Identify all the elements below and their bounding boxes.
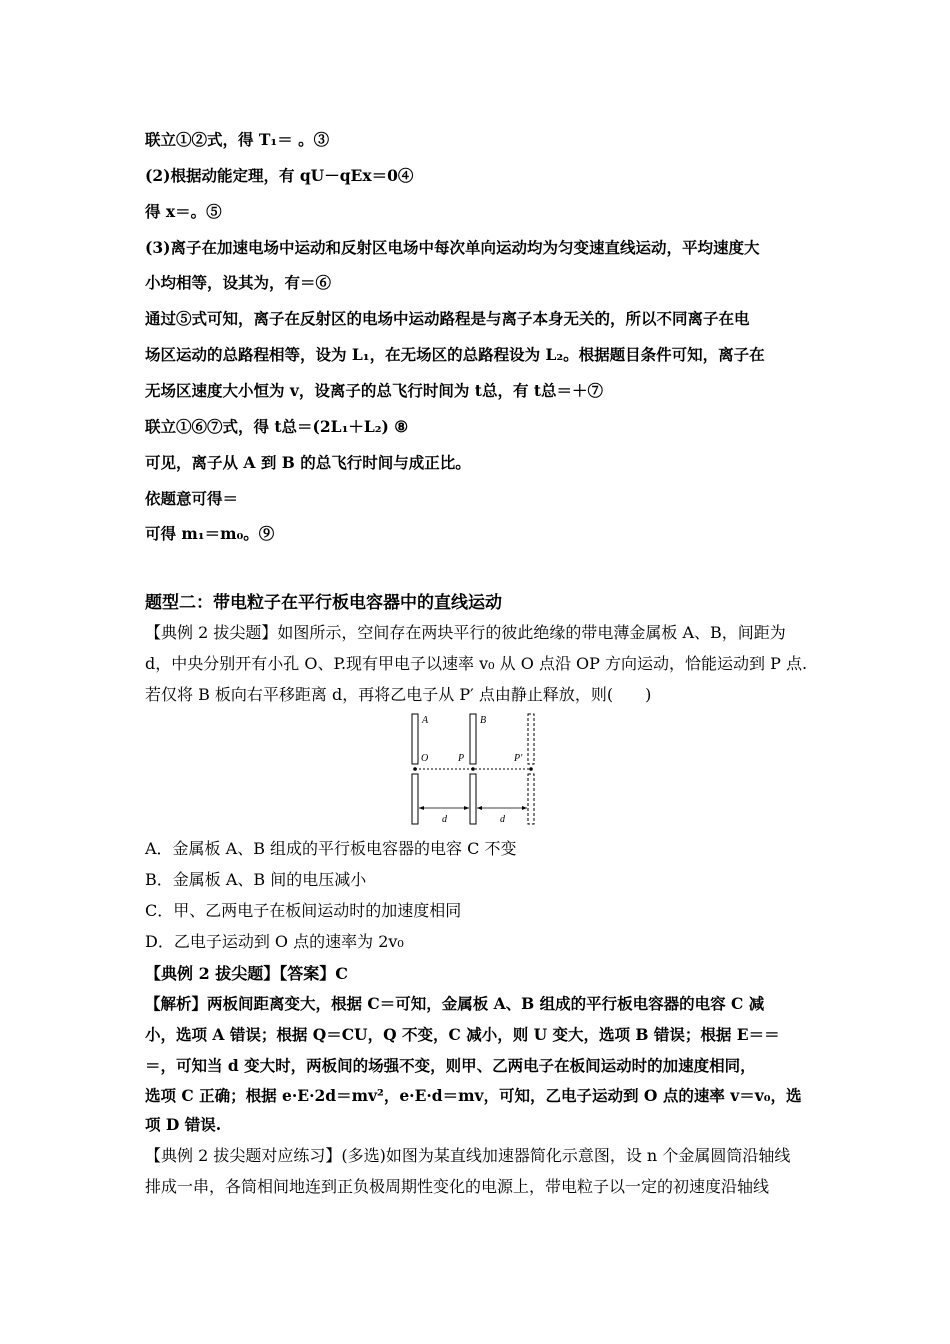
plate-b-moved-lower	[528, 774, 534, 824]
plate-a-upper	[412, 714, 418, 764]
example-line-2: d，中央分别开有小孔 O、P.现有甲电子以速率 v₀ 从 O 点沿 OP 方向运动，恰能运动到 P 点.	[145, 654, 808, 673]
solution-line-5: 小均相等，设其为，有＝⑥	[145, 273, 332, 292]
point-p	[471, 767, 475, 771]
analysis-line-2: 小，选项 A 错误；根据 Q＝CU，Q 不变，C 减小，则 U 变大，选项 B 错误；根据 E＝＝	[145, 1025, 780, 1044]
example-line-1: 【典例 2 拔尖题】如图所示，空间存在两块平行的彼此绝缘的带电薄金属板 A、B，间距为	[145, 623, 786, 642]
option-b: B．金属板 A、B 间的电压减小	[145, 870, 367, 889]
label-b: B	[480, 715, 487, 726]
plate-b-upper	[470, 714, 476, 764]
label-o: O	[421, 753, 429, 764]
solution-line-4: (3)离子在加速电场中运动和反射区电场中每次单向运动均为匀变速直线运动，平均速度大	[145, 238, 760, 257]
option-c: C．甲、乙两电子在板间运动时的加速度相同	[145, 901, 462, 920]
option-a: A．金属板 A、B 组成的平行板电容器的电容 C 不变	[145, 839, 517, 858]
solution-line-8: 无场区速度大小恒为 v，设离子的总飞行时间为 t总，有 t总＝＋⑦	[145, 381, 604, 400]
solution-line-9: 联立①⑥⑦式，得 t总＝(2L₁＋L₂) ⑧	[145, 417, 409, 436]
solution-line-10: 可见，离子从 A 到 B 的总飞行时间与成正比。	[145, 453, 471, 472]
example-line-3: 若仅将 B 板向右平移距离 d，再将乙电子从 P′ 点由静止释放，则( )	[145, 685, 652, 704]
practice-line-1: 【典例 2 拔尖题对应练习】(多选)如图为某直线加速器简化示意图，设 n 个金属圆筒沿轴线	[145, 1146, 791, 1165]
point-p-prime	[529, 767, 533, 771]
label-p-prime: P′	[514, 753, 523, 764]
solution-line-3: 得 x＝。⑤	[145, 202, 222, 221]
solution-line-11: 依题意可得＝	[145, 489, 239, 508]
practice-line-2: 排成一串，各筒相间地连到正负极周期性变化的电源上，带电粒子以一定的初速度沿轴线	[145, 1177, 770, 1196]
analysis-line-4: 选项 C 正确；根据 e·E·2d＝mv²，e·E·d＝mv，可知，乙电子运动到 O 点的速率 v＝v₀，选	[145, 1086, 802, 1105]
solution-line-2: (2)根据动能定理，有 qU－qEx＝0④	[145, 166, 414, 185]
label-p: P	[458, 753, 465, 764]
label-d-1: d	[442, 814, 447, 825]
analysis-line-3: ＝，可知当 d 变大时，两板间的场强不变，则甲、乙两电子在板间运动时的加速度相同，	[145, 1056, 756, 1075]
solution-line-6: 通过⑤式可知，离子在反射区的电场中运动路程是与离子本身无关的，所以不同离子在电	[145, 309, 750, 328]
plate-b-moved-upper	[528, 714, 534, 764]
point-o	[413, 767, 417, 771]
analysis-line-5: 项 D 错误.	[145, 1115, 222, 1134]
solution-line-12: 可得 m₁＝m₀。⑨	[145, 524, 275, 543]
plate-a-lower	[412, 774, 418, 824]
solution-line-1: 联立①②式，得 T₁＝ 。③	[145, 130, 330, 149]
option-d: D．乙电子运动到 O 点的速率为 2v₀	[145, 932, 404, 951]
capacitor-plates-figure	[408, 710, 543, 828]
analysis-line-1: 【解析】两板间距离变大，根据 C＝可知，金属板 A、B 组成的平行板电容器的电容 C 减	[145, 994, 765, 1013]
answer-line: 【典例 2 拔尖题】【答案】C	[145, 964, 349, 983]
label-a: A	[422, 715, 429, 726]
plate-b-lower	[470, 774, 476, 824]
solution-line-7: 场区运动的总路程相等，设为 L₁，在无场区的总路程设为 L₂。根据题目条件可知，离子在	[145, 345, 765, 364]
section-title: 题型二：带电粒子在平行板电容器中的直线运动	[145, 593, 502, 613]
label-d-2: d	[500, 814, 505, 825]
